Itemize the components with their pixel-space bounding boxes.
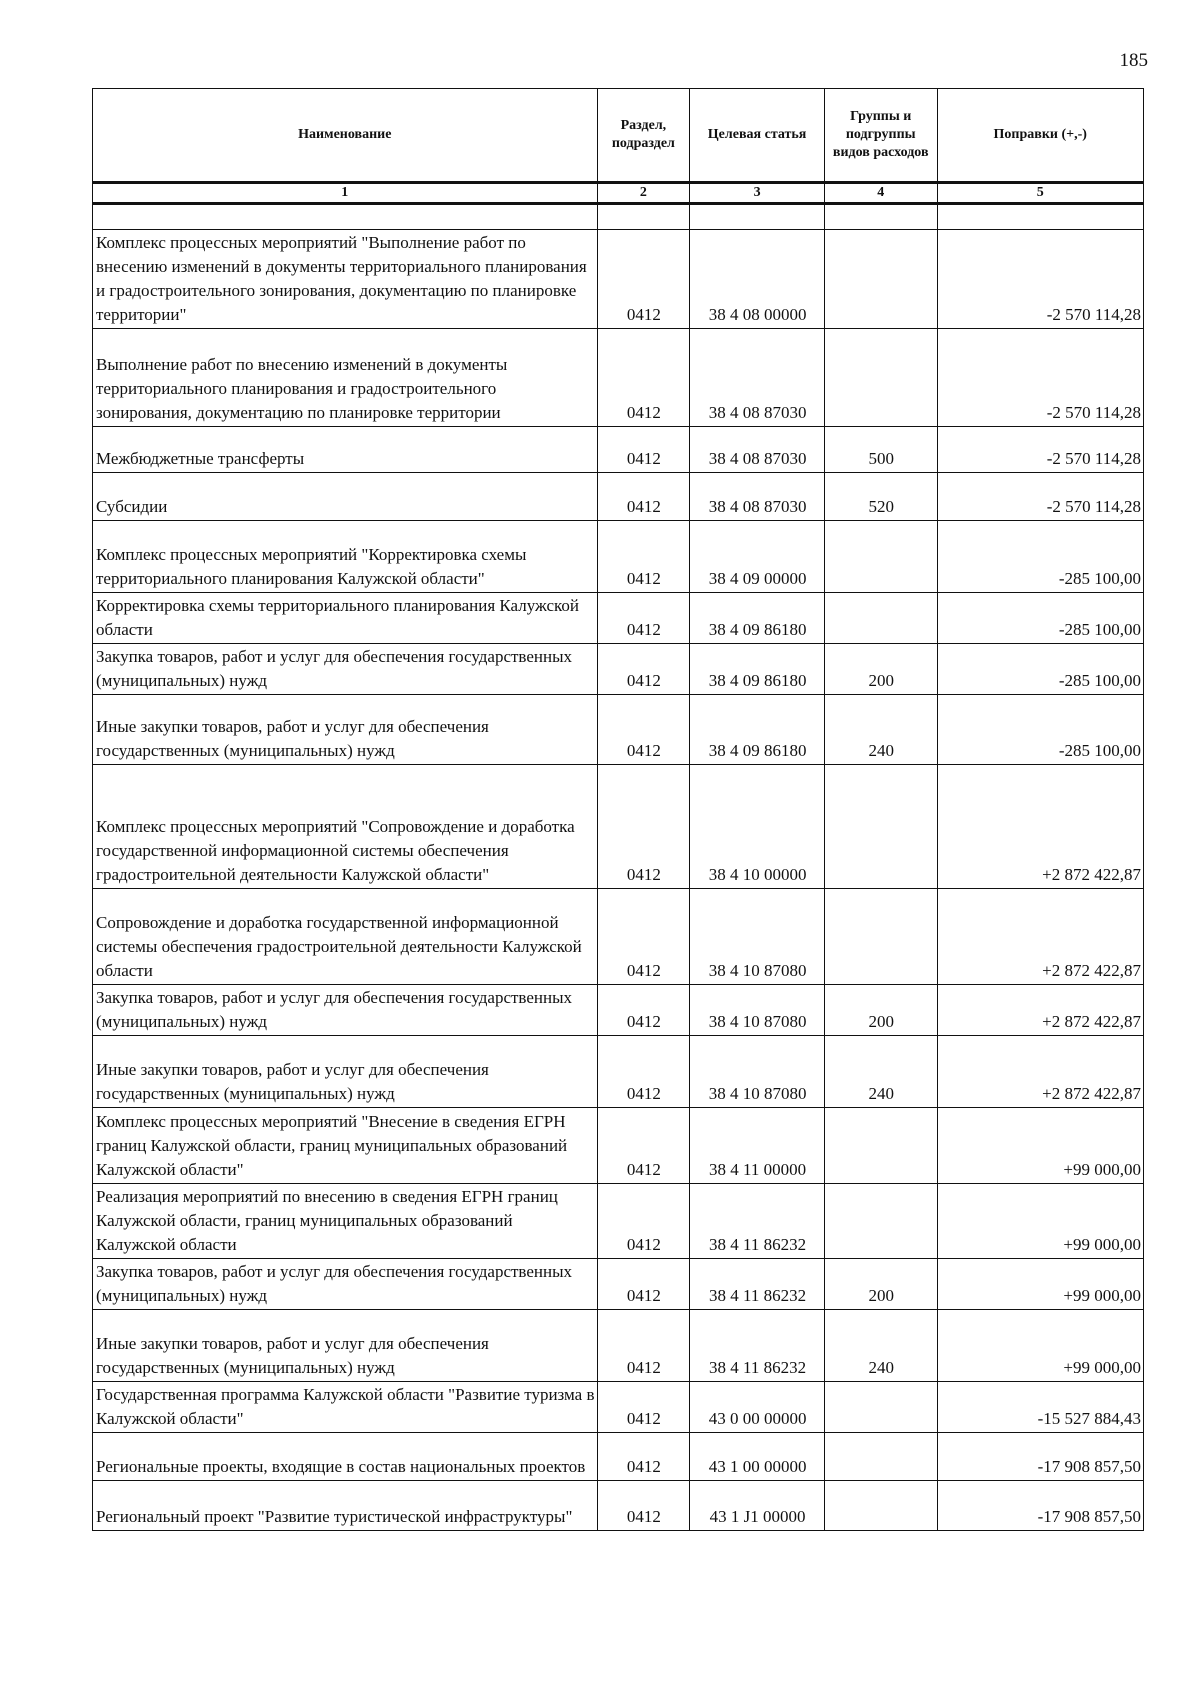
budget-amendments-table <box>92 88 1144 1531</box>
row-name: Иные закупки товаров, работ и услуг для обеспечения государственных (муниципальных) нужд <box>93 695 598 765</box>
row-amount: -285 100,00 <box>937 593 1143 644</box>
row-section: 0412 <box>597 427 690 473</box>
row-article: 38 4 10 87080 <box>690 1036 825 1108</box>
row-name: Комплекс процессных мероприятий "Выполнение работ по внесению изменений в документы территориального планирования и градостроительного зонирования, документацию по планировке территории" <box>93 230 598 329</box>
row-article: 38 4 10 87080 <box>690 889 825 985</box>
row-article: 38 4 11 86232 <box>690 1310 825 1382</box>
row-section: 0412 <box>597 985 690 1036</box>
row-section: 0412 <box>597 230 690 329</box>
row-group <box>824 1108 937 1184</box>
row-amount: +2 872 422,87 <box>937 765 1143 889</box>
table-row <box>93 644 1144 695</box>
table-row <box>93 329 1144 427</box>
row-group: 240 <box>824 1036 937 1108</box>
row-name: Закупка товаров, работ и услуг для обеспечения государственных (муниципальных) нужд <box>93 644 598 695</box>
table-row <box>93 1259 1144 1310</box>
column-number: 2 <box>597 183 690 204</box>
table-row <box>93 889 1144 985</box>
column-number: 4 <box>824 183 937 204</box>
row-section: 0412 <box>597 1036 690 1108</box>
table-row <box>93 521 1144 593</box>
row-amount: +99 000,00 <box>937 1310 1143 1382</box>
row-section: 0412 <box>597 1310 690 1382</box>
column-number: 5 <box>937 183 1143 204</box>
row-section: 0412 <box>597 889 690 985</box>
header-groups: Группы и подгруппы видов расходов <box>824 89 937 183</box>
row-name: Межбюджетные трансферты <box>93 427 598 473</box>
row-group <box>824 1382 937 1433</box>
row-name: Сопровождение и доработка государственной информационной системы обеспечения градостроительной деятельности Калужской области <box>93 889 598 985</box>
table-row <box>93 765 1144 889</box>
row-amount: -15 527 884,43 <box>937 1382 1143 1433</box>
column-number: 3 <box>690 183 825 204</box>
row-article: 38 4 08 87030 <box>690 427 825 473</box>
row-article: 38 4 08 87030 <box>690 473 825 521</box>
row-amount: -2 570 114,28 <box>937 427 1143 473</box>
row-article: 38 4 08 00000 <box>690 230 825 329</box>
row-group: 200 <box>824 1259 937 1310</box>
row-name: Региональные проекты, входящие в состав национальных проектов <box>93 1433 598 1481</box>
row-section: 0412 <box>597 329 690 427</box>
row-amount: -2 570 114,28 <box>937 329 1143 427</box>
table-row <box>93 1184 1144 1259</box>
page-number: 185 <box>1119 50 1148 71</box>
header-article: Целевая статья <box>690 89 825 183</box>
row-group: 500 <box>824 427 937 473</box>
row-name: Иные закупки товаров, работ и услуг для обеспечения государственных (муниципальных) нужд <box>93 1310 598 1382</box>
row-group <box>824 765 937 889</box>
table-row <box>93 1382 1144 1433</box>
table-row <box>93 695 1144 765</box>
row-amount: -17 908 857,50 <box>937 1481 1143 1531</box>
row-amount: +99 000,00 <box>937 1108 1143 1184</box>
row-article: 38 4 09 86180 <box>690 593 825 644</box>
row-section: 0412 <box>597 695 690 765</box>
row-group <box>824 521 937 593</box>
row-group <box>824 230 937 329</box>
row-article: 38 4 09 86180 <box>690 644 825 695</box>
row-amount: -285 100,00 <box>937 695 1143 765</box>
row-group: 200 <box>824 644 937 695</box>
row-section: 0412 <box>597 1481 690 1531</box>
row-amount: -2 570 114,28 <box>937 473 1143 521</box>
header-name: Наименование <box>93 89 598 183</box>
column-number: 1 <box>93 183 598 204</box>
row-group: 520 <box>824 473 937 521</box>
table-row <box>93 1481 1144 1531</box>
row-group <box>824 329 937 427</box>
row-article: 38 4 11 86232 <box>690 1259 825 1310</box>
table-row <box>93 985 1144 1036</box>
row-article: 38 4 09 00000 <box>690 521 825 593</box>
row-name: Субсидии <box>93 473 598 521</box>
table-row <box>93 1433 1144 1481</box>
row-article: 38 4 09 86180 <box>690 695 825 765</box>
row-section: 0412 <box>597 1108 690 1184</box>
row-name: Выполнение работ по внесению изменений в документы территориального планирования и градостроительного зонирования, документацию по планировке территории <box>93 329 598 427</box>
row-name: Иные закупки товаров, работ и услуг для обеспечения государственных (муниципальных) нужд <box>93 1036 598 1108</box>
header-row <box>93 89 1144 183</box>
row-article: 38 4 11 00000 <box>690 1108 825 1184</box>
row-amount: +2 872 422,87 <box>937 889 1143 985</box>
header-section: Раздел, подраздел <box>597 89 690 183</box>
row-group <box>824 1433 937 1481</box>
row-article: 43 0 00 00000 <box>690 1382 825 1433</box>
row-group: 240 <box>824 1310 937 1382</box>
row-section: 0412 <box>597 521 690 593</box>
table-row <box>93 473 1144 521</box>
table-row <box>93 1310 1144 1382</box>
row-name: Закупка товаров, работ и услуг для обеспечения государственных (муниципальных) нужд <box>93 985 598 1036</box>
row-amount: +99 000,00 <box>937 1259 1143 1310</box>
row-group <box>824 593 937 644</box>
row-group: 240 <box>824 695 937 765</box>
row-amount: -285 100,00 <box>937 521 1143 593</box>
row-article: 38 4 11 86232 <box>690 1184 825 1259</box>
table-row <box>93 593 1144 644</box>
row-section: 0412 <box>597 593 690 644</box>
row-article: 43 1 J1 00000 <box>690 1481 825 1531</box>
row-amount: +99 000,00 <box>937 1184 1143 1259</box>
row-section: 0412 <box>597 473 690 521</box>
row-section: 0412 <box>597 644 690 695</box>
spacer-row <box>93 204 1144 230</box>
header-amendments: Поправки (+,-) <box>937 89 1143 183</box>
row-name: Корректировка схемы территориального планирования Калужской области <box>93 593 598 644</box>
row-article: 38 4 08 87030 <box>690 329 825 427</box>
table-row <box>93 1036 1144 1108</box>
row-group <box>824 1184 937 1259</box>
row-group: 200 <box>824 985 937 1036</box>
row-name: Государственная программа Калужской области "Развитие туризма в Калужской области" <box>93 1382 598 1433</box>
row-name: Закупка товаров, работ и услуг для обеспечения государственных (муниципальных) нужд <box>93 1259 598 1310</box>
row-article: 43 1 00 00000 <box>690 1433 825 1481</box>
row-section: 0412 <box>597 1184 690 1259</box>
row-amount: +2 872 422,87 <box>937 985 1143 1036</box>
row-name: Комплекс процессных мероприятий "Внесение в сведения ЕГРН границ Калужской области, границ муниципальных образований Калужской области" <box>93 1108 598 1184</box>
row-name: Региональный проект "Развитие туристической инфраструктуры" <box>93 1481 598 1531</box>
row-section: 0412 <box>597 1433 690 1481</box>
row-name: Реализация мероприятий по внесению в сведения ЕГРН границ Калужской области, границ муниципальных образований Калужской области <box>93 1184 598 1259</box>
table-row <box>93 1108 1144 1184</box>
row-article: 38 4 10 87080 <box>690 985 825 1036</box>
row-name: Комплекс процессных мероприятий "Сопровождение и доработка государственной информационной системы обеспечения градостроительной деятельности Калужской области" <box>93 765 598 889</box>
table-row <box>93 427 1144 473</box>
row-group <box>824 889 937 985</box>
column-number-row <box>93 183 1144 204</box>
row-section: 0412 <box>597 1382 690 1433</box>
row-article: 38 4 10 00000 <box>690 765 825 889</box>
row-amount: -17 908 857,50 <box>937 1433 1143 1481</box>
row-group <box>824 1481 937 1531</box>
row-amount: -285 100,00 <box>937 644 1143 695</box>
table-row <box>93 230 1144 329</box>
row-section: 0412 <box>597 1259 690 1310</box>
row-name: Комплекс процессных мероприятий "Корректировка схемы территориального планирования Калужской области" <box>93 521 598 593</box>
row-section: 0412 <box>597 765 690 889</box>
row-amount: -2 570 114,28 <box>937 230 1143 329</box>
row-amount: +2 872 422,87 <box>937 1036 1143 1108</box>
